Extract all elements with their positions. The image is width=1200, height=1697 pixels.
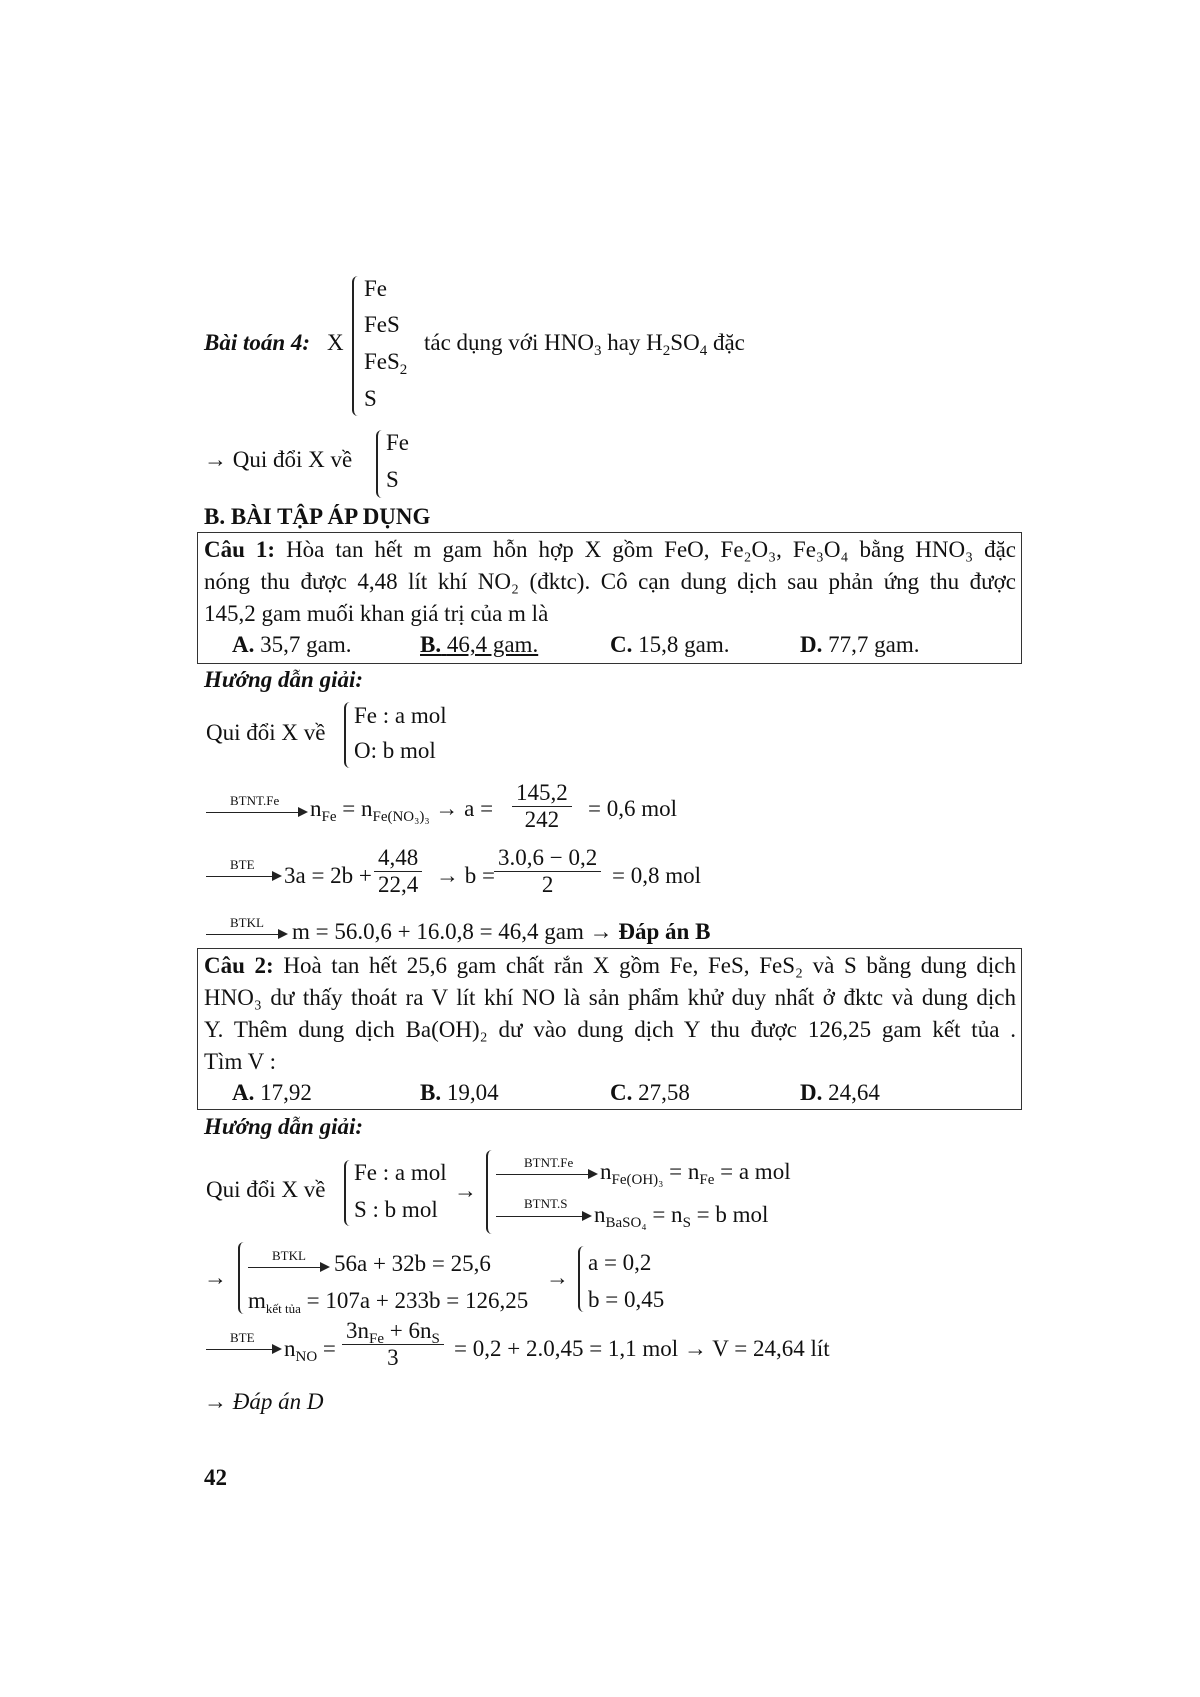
step3: m = 56.0,6 + 16.0,8 = 46,4 gam → Đáp án B <box>292 919 711 944</box>
final-lhs: $n_{NO}$ = <box>284 1336 336 1365</box>
convert-item-o: O: b mol <box>354 738 436 763</box>
component-fe: Fe <box>364 276 387 301</box>
step-label: BTNT.Fe <box>230 793 280 808</box>
step-label: BTKL <box>230 915 264 930</box>
branch1: $n_{Fe(OH)_3} = n_{Fe} = a$ mol <box>600 1159 791 1188</box>
guide-heading: Hướng dẫn giải: <box>204 667 364 692</box>
branch2: $n_{BaSO_4} = n_S = b$ mol <box>594 1202 769 1231</box>
fraction: $\frac{3.0,6 - 0,2}{2}$ <box>494 845 601 898</box>
implies-arrow-icon: → <box>204 1265 227 1290</box>
page-number: 42 <box>204 1465 227 1490</box>
implies-arrow-icon: → <box>454 1178 477 1203</box>
branch-label: BTNT.Fe <box>524 1155 574 1170</box>
step2-lhs: 3a = 2b + <box>284 863 372 888</box>
brace-left <box>352 276 364 416</box>
system-eq1: 56a + 32b = 25,6 <box>334 1251 491 1276</box>
right-arrow-icon <box>496 1216 590 1217</box>
convert-text: → Qui đổi X về <box>204 447 353 472</box>
step1-lhs: $n_{Fe} = n_{Fe(NO_3)_3} \to a$ = <box>310 796 494 825</box>
option-b[interactable]: B. 19,04 <box>420 1080 499 1105</box>
convert-item-fe: Fe <box>386 430 409 455</box>
option-a[interactable]: A. 17,92 <box>232 1080 312 1105</box>
solution-a: a = 0,2 <box>588 1250 652 1275</box>
question-2-text: Câu 2: Hoà tan hết 25,6 gam chất rắn X gồm Fe, FeS, FeS₂ và S bằng dung dịch HNO₃ dư thấy thoát ra V lít khí NO là sản phẩm khử duy nhất ở đktc và dung dịch Y. Thêm dung dịch Ba(OH)₂ dư vào dung dịch Y thu được 126,25 gam kết tủa . Tìm V : <box>204 953 1016 1074</box>
system-eq2: $m_{kết tủa} = 107a + 233b = 126,25$ <box>248 1288 529 1316</box>
bai-toan-4-description: tác dụng với $HNO_3$ hay $H_2SO_4$ đặc <box>424 330 745 359</box>
section-heading: B. BÀI TẬP ÁP DỤNG <box>204 504 431 529</box>
step-label: BTE <box>230 857 255 872</box>
component-fes2: FeS$_2$ <box>364 349 408 378</box>
fraction: $\frac{145,2}{242}$ <box>512 780 572 833</box>
bai-toan-4-x: X <box>327 330 344 355</box>
convert-item-fe: Fe : a mol <box>354 703 447 728</box>
brace-left <box>486 1150 498 1234</box>
question-1-text: Câu 1: Hòa tan hết m gam hỗn hợp X gồm FeO, Fe₂O₃, Fe₃O₄ bằng HNO₃ đặc nóng thu được 4,48 lít khí NO₂ (đktc). Cô cạn dung dịch sau phản ứng thu được 145,2 gam muối khan giá trị của m là <box>204 537 1017 626</box>
option-c[interactable]: C. 15,8 gam. <box>610 632 730 657</box>
step2-result: = 0,8 mol <box>612 863 702 888</box>
step1-result: = 0,6 mol <box>588 796 678 821</box>
guide-heading: Hướng dẫn giải: <box>204 1114 364 1139</box>
component-s: S <box>364 386 377 411</box>
final-result: = 0,2 + 2.0,45 = 1,1 mol → V = 24,64 lít <box>454 1336 830 1361</box>
right-arrow-icon <box>206 876 280 877</box>
right-arrow-icon <box>206 934 286 935</box>
branch-label: BTNT.S <box>524 1196 568 1211</box>
fraction: $3n_{Fe} + 6n_S$ 3 <box>342 1318 444 1371</box>
convert-item-s: S : b mol <box>354 1197 438 1222</box>
implies-arrow-icon: → <box>546 1265 569 1290</box>
right-arrow-icon <box>248 1267 328 1268</box>
system-label: BTKL <box>272 1248 306 1263</box>
final-answer: → Đáp án D <box>204 1389 324 1414</box>
right-arrow-icon <box>206 1349 280 1350</box>
bai-toan-4-title: Bài toán 4: <box>204 330 311 355</box>
step2-mid: → b = <box>436 863 495 888</box>
right-arrow-icon <box>206 812 306 813</box>
right-arrow-icon <box>496 1174 596 1175</box>
convert-text: Qui đổi X về <box>206 720 326 745</box>
option-d[interactable]: D. 24,64 <box>800 1080 880 1105</box>
component-fes: FeS <box>364 312 400 337</box>
option-b[interactable]: B. 46,4 gam. <box>420 632 539 657</box>
convert-item-s: S <box>386 467 399 492</box>
option-c[interactable]: C. 27,58 <box>610 1080 690 1105</box>
convert-text: Qui đổi X về <box>206 1177 326 1202</box>
step-label: BTE <box>230 1330 255 1345</box>
solution-b: b = 0,45 <box>588 1287 665 1312</box>
option-a[interactable]: A. 35,7 gam. <box>232 632 352 657</box>
option-d[interactable]: D. 77,7 gam. <box>800 632 920 657</box>
fraction: $\frac{4,48}{22,4}$ <box>374 845 422 898</box>
convert-item-fe: Fe : a mol <box>354 1160 447 1185</box>
